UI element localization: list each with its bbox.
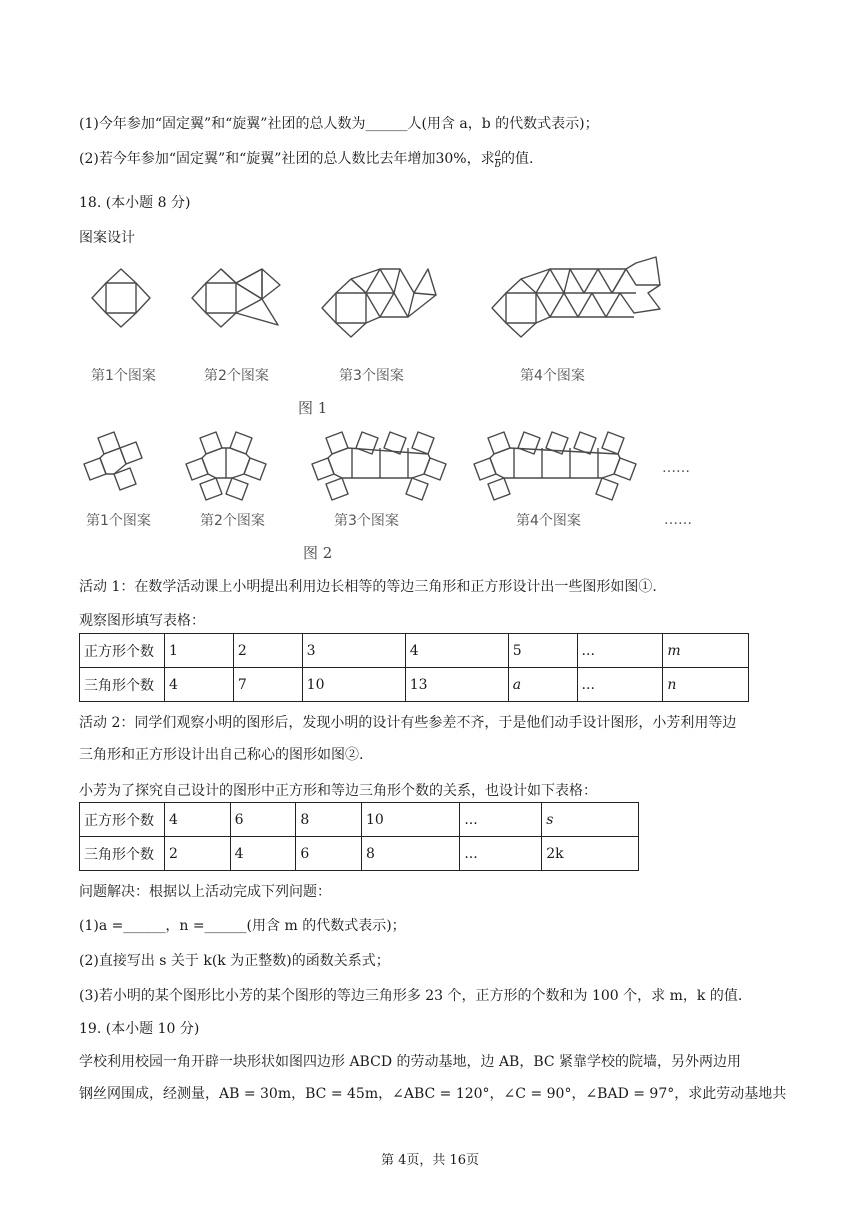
table-cell: 6 [296,837,362,871]
table-cell: 4 [405,634,508,668]
fig2-label-2: 第2个图案 [200,513,265,529]
fig1-pattern-1 [92,269,150,327]
table-cell: ... [460,803,542,837]
q18-part3: (3)若小明的某个图形比小芳的某个图形的等边三角形多 23 个，正方形的个数和为 100 个，求 m，k 的值. [79,988,743,1004]
table-cell: ... [460,837,542,871]
table-row [80,803,639,837]
table-row [80,837,639,871]
fig1-label-2: 第2个图案 [204,368,269,384]
fig1-caption: 图 1 [298,399,328,417]
table-cell: 3 [302,634,405,668]
q19-header: 19. (本小题 10 分) [79,1021,200,1037]
fig2-ellipsis-bottom: …… [664,512,692,528]
table-cell: 2 [165,837,231,871]
fig2-label-1: 第1个图案 [86,513,151,529]
figure-1-drawing [78,255,678,355]
table-2 [79,802,639,871]
activity2-line1: 活动 2：同学们观察小明的图形后，发现小明的设计有些参差不齐，于是他们动手设计图形，小芳利用等边 [79,715,737,731]
fig1-label-3: 第3个图案 [339,368,404,384]
table-row [80,634,749,668]
fig2-pattern-3 [312,432,446,500]
q17-part2-text-a: (2)若今年参加“固定翼”和“旋翼”社团的总人数比去年增加30%，求 [79,151,495,167]
fig2-label-3: 第3个图案 [334,513,399,529]
table-cell: 5 [508,634,577,668]
table-cell: n [663,668,749,702]
table-cell: 2 [233,634,302,668]
table-cell: 8 [296,803,362,837]
table-cell: 7 [233,668,302,702]
table-cell: 6 [230,803,296,837]
table-cell: 4 [165,803,231,837]
q18-part1: (1)a =______，n =______(用含 m 的代数式表示)； [79,918,406,934]
activity2-line2: 三角形和正方形设计出自己称心的图形如图②. [79,747,364,763]
fraction-denominator: b [494,158,501,170]
fig1-label-1: 第1个图案 [91,368,156,384]
table-1 [79,633,749,702]
fig2-pattern-2 [186,432,266,500]
fraction-numerator: a [494,147,501,159]
table-cell: 2k [542,837,639,871]
q18-part2: (2)直接写出 s 关于 k(k 为正整数)的函数关系式； [79,953,390,969]
table-cell: 4 [230,837,296,871]
table-cell: 正方形个数 [80,803,165,837]
table-cell: 三角形个数 [80,668,165,702]
table-cell: a [508,668,577,702]
fig2-ellipsis-top: …… [662,460,690,476]
fig2-caption: 图 2 [303,544,333,562]
q17-part1: (1)今年参加“固定翼”和“旋翼”社团的总人数为______人(用含 a，b 的代数式表示)； [79,116,599,132]
table-cell: ... [577,634,663,668]
table-cell: 1 [165,634,234,668]
activity1-text: 活动 1：在数学活动课上小明提出利用边长相等的等边三角形和正方形设计出一些图形如图①. [79,579,657,595]
fig2-pattern-1 [84,432,142,490]
page-footer: 第 4页，共 16页 [380,1153,480,1168]
q18-header: 18. (本小题 8 分) [79,195,191,211]
table-cell: 13 [405,668,508,702]
activity2-line3: 小芳为了探究自己设计的图形中正方形和等边三角形个数的关系，也设计如下表格： [79,783,597,799]
q18-section-title: 图案设计 [79,230,135,246]
solve-text: 问题解决：根据以上活动完成下列问题： [79,884,331,900]
table-row [80,668,749,702]
figure-2-drawing [78,430,708,502]
table-cell: 10 [302,668,405,702]
table-cell: 10 [362,803,460,837]
table-cell: 8 [362,837,460,871]
fig1-label-4: 第4个图案 [520,368,585,384]
table-cell: m [663,634,749,668]
table-cell: ... [577,668,663,702]
table-cell: 三角形个数 [80,837,165,871]
table-cell: 正方形个数 [80,634,165,668]
fig1-pattern-3 [322,269,436,337]
observe-text: 观察图形填写表格： [79,613,205,629]
table-cell: s [542,803,639,837]
fig2-label-4: 第4个图案 [516,513,581,529]
q17-part2-text-b: 的值. [500,151,534,167]
table-cell: 4 [165,668,234,702]
fig1-pattern-2 [192,269,280,327]
q17-part2 [79,148,533,170]
q19-line2: 钢丝网围成，经测量，AB = 30m，BC = 45m，∠ABC = 120°，∠C = 90°，∠BAD = 97°，求此劳动基地共 [79,1086,787,1102]
fig1-pattern-4 [492,257,660,337]
fig2-pattern-4 [474,432,636,500]
q19-line1: 学校利用校园一角开辟一块形状如图四边形 ABCD 的劳动基地，边 AB，BC 紧靠学校的院墙，另外两边用 [79,1054,742,1070]
